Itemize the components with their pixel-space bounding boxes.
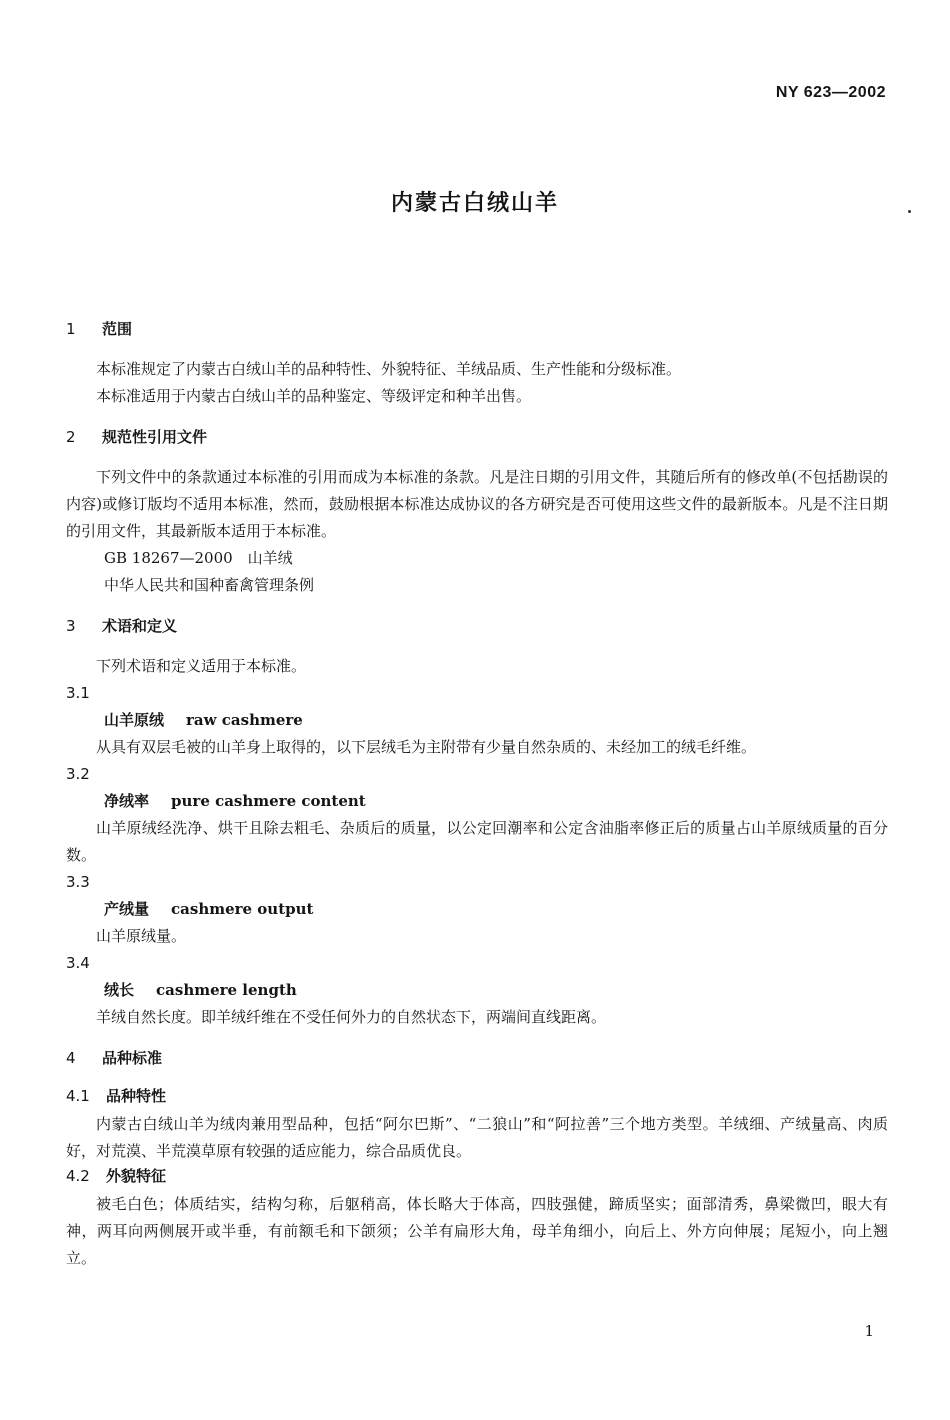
standard-number: NY 623—2002 [775,84,886,101]
term-name [66,896,888,923]
term-definition: 从具有双层毛被的山羊身上取得的，以下层绒毛为主附带有少量自然杂质的、未经加工的绒毛纤维。 [96,738,757,756]
paragraph: 下列文件中的条款通过本标准的引用而成为本标准的条款。凡是注日期的引用文件，其随后所有的修改单(不包括勘误的内容)或修订版均不适用本标准，然而，鼓励根据本标准达成协议的各方研究是否可使用这些文件的最新版本。凡是不注日期的引用文件，其最新版本适用于本标准。 [66,468,888,540]
subsection-title: 品种特性 [106,1087,167,1105]
term-definition: 羊绒自然长度。即羊绒纤维在不受任何外力的自然状态下，两端间直线距离。 [96,1008,607,1026]
term-name [66,788,888,815]
section-1-heading [66,318,888,340]
reference-item: 中华人民共和国种畜禽管理条例 [104,576,315,594]
term-name [66,977,888,1004]
stray-dot [908,210,911,213]
section-title: 范围 [102,320,133,338]
term-number: 3.4 [66,954,90,972]
page-number: 1 [864,1322,874,1340]
reference-item: GB 18267—2000 山羊绒 [104,549,293,567]
term-number: 3.2 [66,765,90,783]
section-number: 2 [66,428,76,446]
term-definition: 山羊原绒经洗净、烘干且除去粗毛、杂质后的质量，以公定回潮率和公定含油脂率修正后的质量占山羊原绒质量的百分数。 [66,819,888,864]
term-cn: 山羊原绒 [104,711,165,729]
subsection-4-2-heading [66,1165,888,1187]
term-cn: 净绒率 [104,792,150,810]
section-title: 规范性引用文件 [102,428,208,446]
section-4-heading [66,1047,888,1069]
term-name [66,707,888,734]
section-title: 术语和定义 [102,617,178,635]
section-number: 3 [66,617,76,635]
paragraph: 本标准适用于内蒙古白绒山羊的品种鉴定、等级评定和种羊出售。 [96,387,532,405]
subsection-number: 4.2 [66,1167,90,1185]
subsection-title: 外貌特征 [106,1167,167,1185]
paragraph: 被毛白色；体质结实，结构匀称，后躯稍高，体长略大于体高，四肢强健，蹄质坚实；面部清秀，鼻梁微凹，眼大有神，两耳向两侧展开或半垂，有前额毛和下颌须；公羊有扁形大角，母羊角细小，向后上、外方向伸展；尾短小，向上翘立。 [66,1195,888,1267]
term-cn: 绒长 [104,981,135,999]
document-title: 内蒙古白绒山羊 [390,191,559,216]
document-body [66,318,888,1272]
term-number: 3.3 [66,873,90,891]
paragraph: 下列术语和定义适用于本标准。 [96,657,307,675]
section-2-heading [66,426,888,448]
term-number: 3.1 [66,684,90,702]
paragraph: 内蒙古白绒山羊为绒肉兼用型品种，包括“阿尔巴斯”、“二狼山”和“阿拉善”三个地方类型。羊绒细、产绒量高、肉质好，对荒漠、半荒漠草原有较强的适应能力，综合品质优良。 [66,1115,888,1160]
section-title: 品种标准 [102,1049,163,1067]
section-number: 1 [66,320,76,338]
term-en: pure cashmere content [171,792,366,810]
section-number: 4 [66,1049,76,1067]
section-3-heading [66,615,888,637]
term-en: raw cashmere [186,711,303,729]
subsection-number: 4.1 [66,1087,90,1105]
paragraph: 本标准规定了内蒙古白绒山羊的品种特性、外貌特征、羊绒品质、生产性能和分级标准。 [96,360,682,378]
subsection-4-1-heading [66,1085,888,1107]
term-definition: 山羊原绒量。 [96,927,187,945]
term-en: cashmere output [171,900,314,918]
term-cn: 产绒量 [104,900,150,918]
term-en: cashmere length [156,981,297,999]
